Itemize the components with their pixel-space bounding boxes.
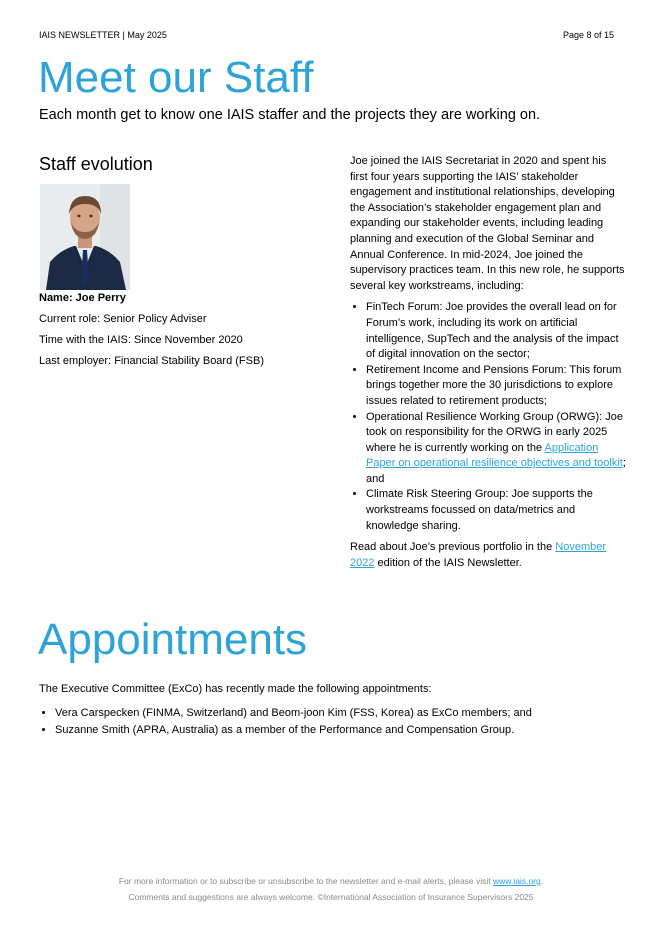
application-paper-link[interactable]: Application Paper on operational resilience objectives and toolkit [366, 441, 623, 470]
portrait-image [40, 184, 130, 290]
page-title: Meet our Staff [38, 53, 314, 102]
header-page-number: Page 8 of 15 [562, 30, 614, 40]
staff-bio [350, 154, 626, 571]
list-item: • Retirement Income and Pensions Forum: This forum brings together more the 30 jurisdictions to explore issues related to retirement products; [366, 363, 626, 410]
footer [0, 873, 662, 905]
staff-subheading: Staff evolution [39, 154, 153, 174]
staff-tenure: Time with the IAIS: Since November 2020 [39, 334, 243, 346]
list-item: • Suzanne Smith (APRA, Australia) as a member of the Performance and Compensation Group. [55, 722, 635, 739]
read-prefix: Read about Joe’s previous portfolio in the [350, 541, 556, 554]
staff-profile [39, 154, 319, 367]
footer-line-1 [0, 873, 662, 889]
iais-website-link[interactable]: www.iais.org [493, 876, 541, 886]
staff-portrait-photo [40, 184, 130, 290]
footer-line-2: Comments and suggestions are always welcome. ©International Association of Insurance Supervisors 2025 [128, 892, 534, 902]
read-suffix: edition of the IAIS Newsletter. [374, 556, 522, 569]
bio-paragraph: Joe joined the IAIS Secretariat in 2020 and spent his first four years supporting the IAIS’ stakeholder engagement and institutional relationships, developing the Association’s stakeholder engagement plan and expanding our stakeholder events, including leading planning and execution of the Global Seminar and Annual Conference. In mid-2024, Joe joined the supervisory practices team. In this new role, he supports several key workstreams, including: [350, 155, 625, 292]
appointments-list [39, 705, 635, 739]
list-item [366, 410, 626, 488]
list-item: • FinTech Forum: Joe provides the overall lead on for Forum’s work, including its work on artificial intelligence, SupTech and the analysis of the impact of digital innovation on the sector; [366, 300, 626, 362]
staff-last-employer: Last employer: Financial Stability Board (FSB) [39, 355, 264, 367]
footer-suffix: . [540, 876, 544, 886]
appointments-title: Appointments [38, 615, 308, 664]
staff-intro: Each month get to know one IAIS staffer and the projects they are working on. [39, 107, 541, 123]
list-item: • Vera Carspecken (FINMA, Switzerland) and Beom-joon Kim (FSS, Korea) as ExCo members; and [55, 705, 635, 722]
orwg-text: Operational Resilience Working Group (ORWG): Joe took on responsibility for the ORWG in early 2025 where he is currently working on the [366, 410, 623, 454]
footer-prefix: For more information or to subscribe or unsubscribe to the newsletter and e-mail alerts, please visit [118, 876, 494, 886]
staff-role: Current role: Senior Policy Adviser [39, 313, 207, 325]
appointments-intro: The Executive Committee (ExCo) has recently made the following appointments: [39, 683, 432, 695]
orwg-suffix: ; and [366, 457, 626, 485]
november-2022-link[interactable]: November 2022 [350, 541, 607, 569]
list-item: • Climate Risk Steering Group: Joe supports the workstreams focussed on data/metrics and knowledge sharing. [366, 487, 626, 534]
staff-name: Name: Joe Perry [39, 292, 126, 304]
read-more-paragraph [350, 540, 626, 571]
workstream-list [350, 300, 626, 534]
header-publication: IAIS NEWSLETTER | May 2025 [39, 30, 167, 40]
